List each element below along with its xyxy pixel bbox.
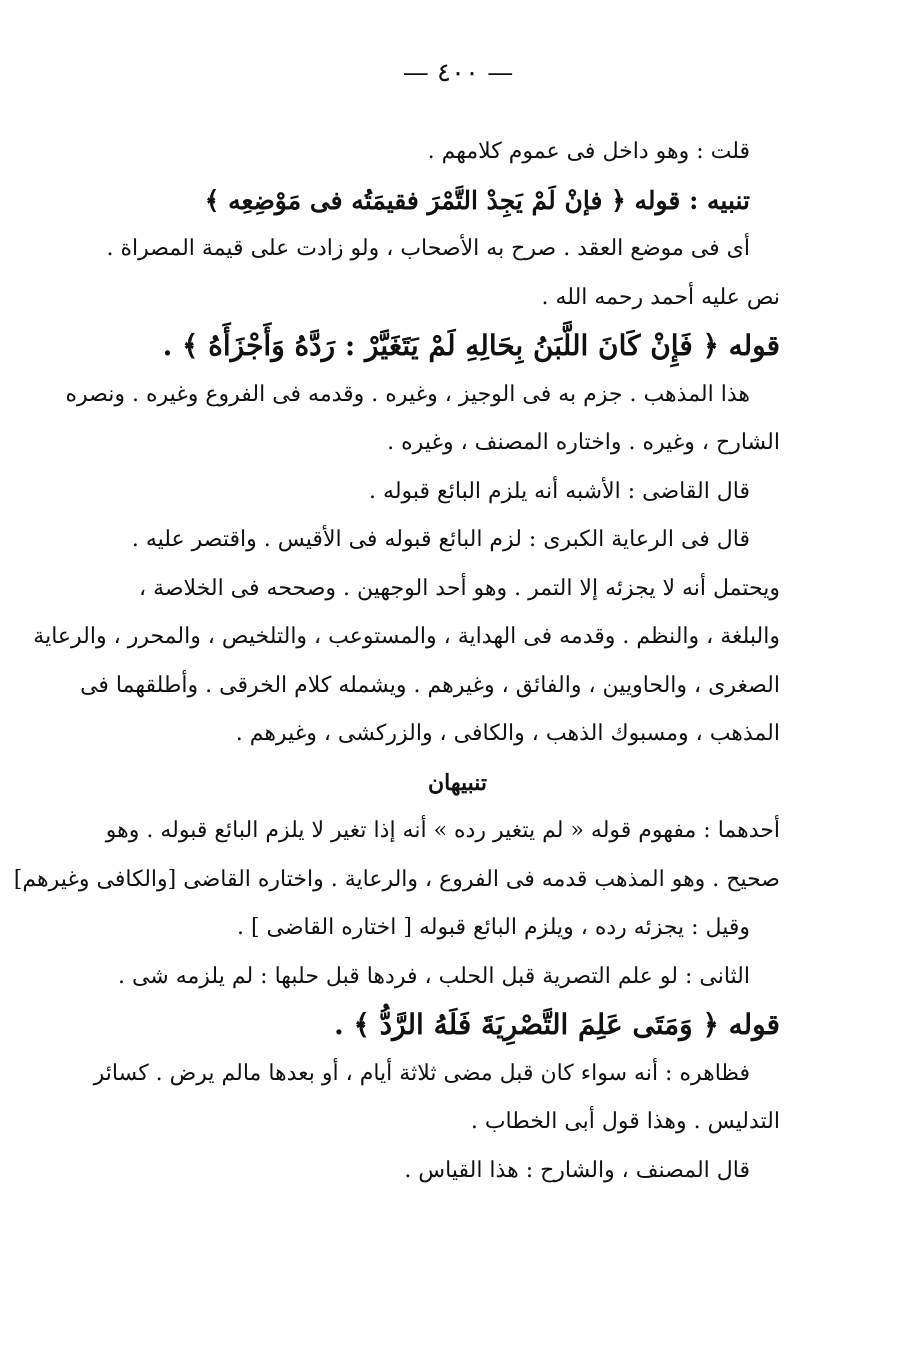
notice-heading: تنبيه : قوله ﴿ فإنْ لَمْ يَجِدْ التَّمْرَ فقيمَتُه فى مَوْضِعِه ﴾ xyxy=(204,185,750,215)
text-line: هذا المذهب . جزم به فى الوجيز ، وغيره . وقدمه فى الفروع وغيره . ونصره xyxy=(65,381,750,407)
text-line: ويحتمل أنه لا يجزئه إلا التمر . وهو أحد الوجهين . وصححه فى الخلاصة ، xyxy=(138,575,780,601)
text-line: قال القاضى : الأشبه أنه يلزم البائع قبوله . xyxy=(369,478,750,504)
text-line: قال المصنف ، والشارح : هذا القياس . xyxy=(404,1157,750,1183)
text-line: صحيح . وهو المذهب قدمه فى الفروع ، والرعاية . واختاره القاضى [والكافى وغيرهم] xyxy=(13,866,780,892)
text-line: قال فى الرعاية الكبرى : لزم البائع قبوله فى الأقيس . واقتصر عليه . xyxy=(131,527,750,552)
section-title: تنبيهان xyxy=(427,769,488,796)
text-line: الصغرى ، والحاويين ، والفائق ، وغيرهم . ويشمله كلام الخرقى . وأطلقهما فى xyxy=(80,672,780,698)
text-line: أى فى موضع العقد . صرح به الأصحاب ، ولو زادت على قيمة المصراة . xyxy=(106,236,750,261)
text-line: قلت : وهو داخل فى عموم كلامهم . xyxy=(427,139,750,164)
page-body xyxy=(13,128,780,1195)
text-line: الشارح ، وغيره . واختاره المصنف ، وغيره . xyxy=(387,430,780,455)
text-line: الثانى : لو علم التصرية قبل الحلب ، فردها قبل حلبها : لم يلزمه شى . xyxy=(117,963,750,989)
text-line: فظاهره : أنه سواء كان قبل مضى ثلاثة أيام ، أو بعدها مالم يرض . كسائر xyxy=(93,1060,750,1086)
text-line: نص عليه أحمد رحمه الله . xyxy=(541,284,780,310)
text-line: المذهب ، ومسبوك الذهب ، والكافى ، والزركشى ، وغيرهم . xyxy=(235,721,780,746)
text-line: وقيل : يجزئه رده ، ويلزم البائع قبوله [ اختاره القاضى ] . xyxy=(236,915,750,940)
quoted-heading: قوله ﴿ فَإِنْ كَانَ اللَّبَنُ بِحَالِهِ لَمْ يَتَغَيَّرْ : رَدَّهُ وَأَجْزَأَهُ ﴾ . xyxy=(162,329,780,362)
text-line: والبلغة ، والنظم . وقدمه فى الهداية ، والمستوعب ، والتلخيص ، والمحرر ، والرعاية xyxy=(33,624,780,649)
text-line: التدليس . وهذا قول أبى الخطاب . xyxy=(470,1109,780,1134)
page-number: — ٤٠٠ — xyxy=(402,58,514,88)
text-line: أحدهما : مفهوم قوله « لم يتغير رده » أنه إذا تغير لا يلزم البائع قبوله . وهو xyxy=(105,818,780,843)
quoted-heading: قوله ﴿ وَمَتَى عَلِمَ التَّصْرِيَةَ فَلَهُ الرَّدُّ ﴾ . xyxy=(333,1008,780,1041)
